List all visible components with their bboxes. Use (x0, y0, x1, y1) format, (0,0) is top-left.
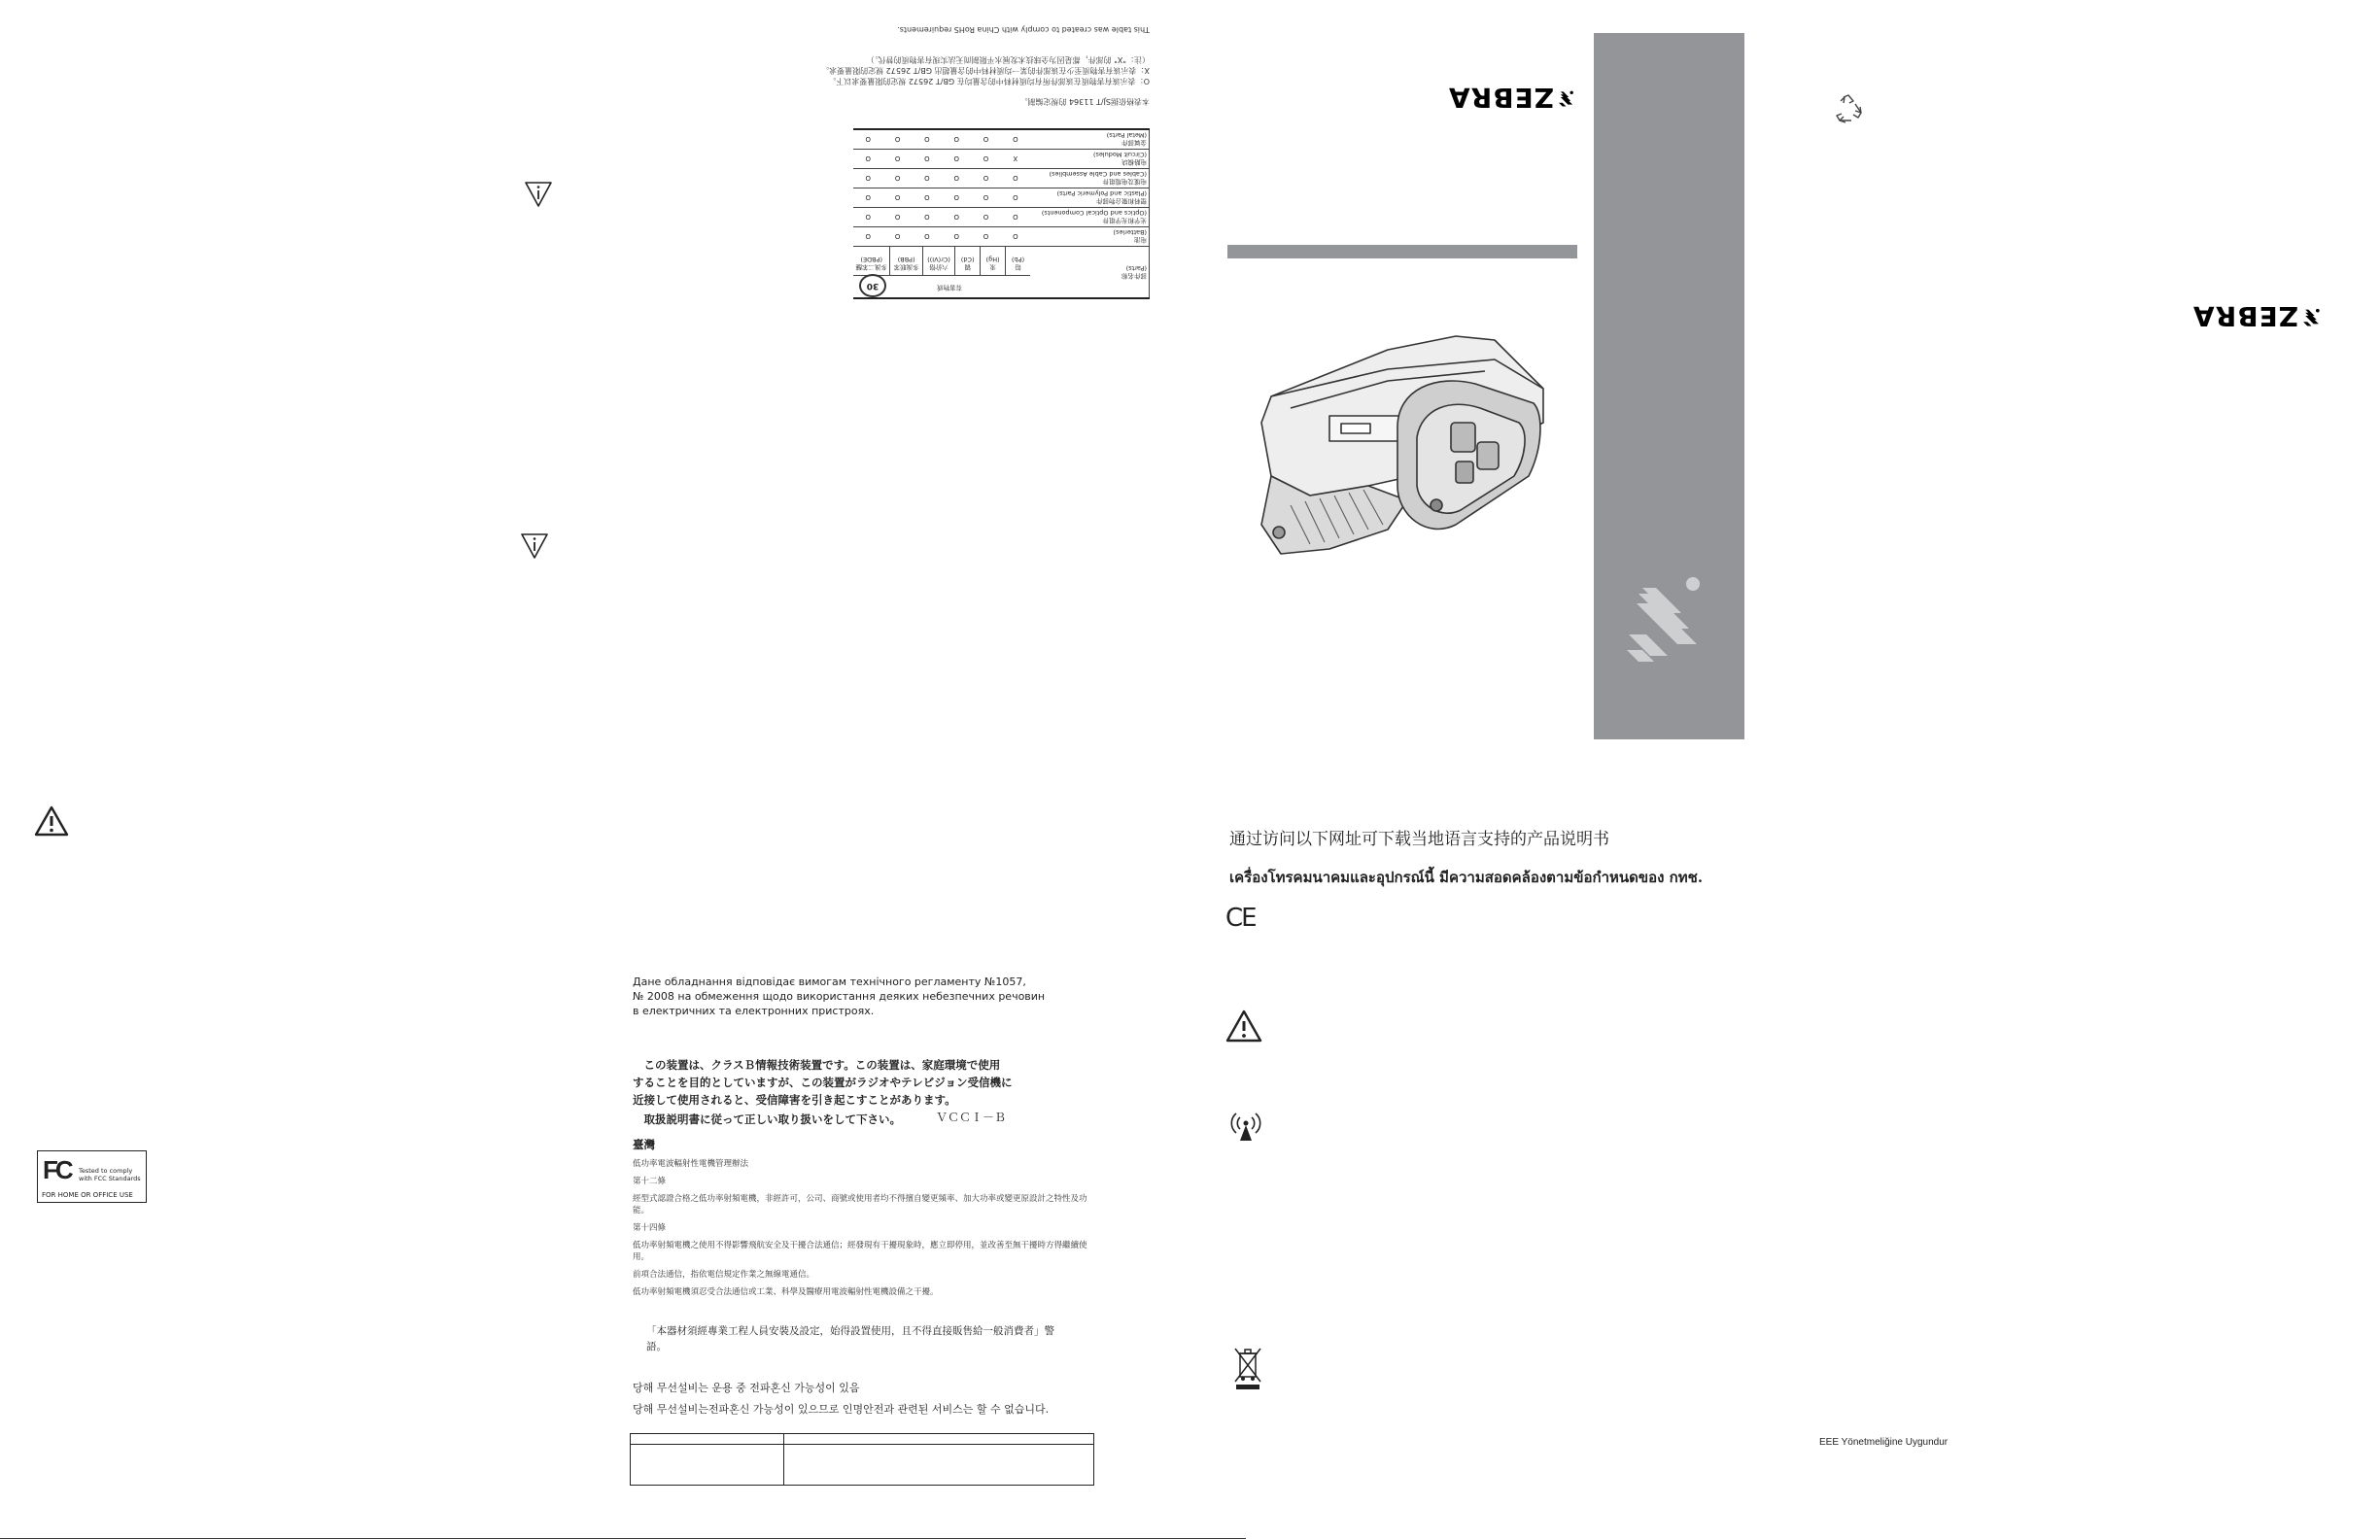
rohs-note: 本表格依据SJ/T 11364 的规定编制。 (1019, 97, 1150, 106)
fcc-tested-text: Tested to comply with FCC Standards (79, 1167, 141, 1182)
china-manual-download-text: 通过访问以下网址可下载当地语言支持的产品说明书 (1229, 830, 1609, 849)
rohs-cell: O (942, 169, 971, 188)
taiwan-line: 能。 (633, 1206, 650, 1215)
non-ionizing-radiation-icon (1226, 1110, 1265, 1143)
rohs-note: O：表示该有害物质在该部件所有均质材料中的含量均在 GB/T 26572 规定的限量要求以下。 (828, 77, 1150, 86)
rohs-cell: O (971, 188, 1000, 208)
rohs-cell: O (853, 188, 882, 208)
taiwan-line: 低功率射頻電機之使用不得影響飛航安全及干擾合法通信；經發現有干擾現象時，應立即停用，並改善至無干擾時方得繼續使 (633, 1241, 1087, 1250)
taiwan-install-line: 「本器材須經專業工程人員安裝及設定，始得設置使用，且不得直接販售給一般消費者」警 (646, 1325, 1054, 1337)
rohs-note: This table was created to comply with China RoHS requirements. (897, 25, 1150, 34)
fcc-logo-mark: FC (43, 1155, 71, 1184)
rohs-part-name: 光学和光学组件 (Optics and Optical Components) (1030, 208, 1150, 227)
rohs-cell: O (1001, 169, 1030, 188)
cover-gray-bar (1227, 245, 1577, 258)
rohs-cell: O (853, 169, 882, 188)
substance-header: 铅 (Pb) (1005, 247, 1030, 275)
rohs-cell: O (942, 227, 971, 247)
rohs-cell: O (882, 169, 912, 188)
rohs-cell: O (971, 227, 1000, 247)
rohs-parts-header: 部件名称 (Parts) (1030, 247, 1150, 299)
page-divider-line (0, 1538, 1246, 1539)
substance-header: 镉 (Cd) (954, 247, 980, 275)
rohs-cell: O (1001, 129, 1030, 150)
japan-vcci-statement (633, 1056, 1099, 1126)
warning-triangle-icon (34, 805, 69, 837)
fcc-usage-text: FOR HOME OR OFFICE USE (42, 1191, 133, 1199)
epup-30-icon: 30 (859, 274, 886, 297)
fcc-compliance-logo (37, 1150, 147, 1203)
rohs-table-row (853, 150, 1150, 169)
korea-line: 당해 무선설비는 운용 중 전파혼신 가능성이 있음 (633, 1382, 860, 1394)
info-triangle-icon (520, 532, 549, 560)
rohs-cell: O (882, 208, 912, 227)
rohs-cell: O (913, 129, 942, 150)
rohs-cell: O (942, 150, 971, 169)
rohs-cell: O (882, 129, 912, 150)
rohs-cell: X (1001, 150, 1030, 169)
taiwan-line: 低功率射頻電機須忍受合法通信或工業、科學及醫療用電波輻射性電機設備之干擾。 (633, 1287, 939, 1297)
rohs-cell: O (853, 129, 882, 150)
thailand-ntc-statement: เครื่องโทรคมนาคมและอุปกรณ์นี้ มีความสอดคล้องตามข้อกำหนดของ กทช. (1229, 869, 1704, 886)
taiwan-line: 第十二條 (633, 1177, 667, 1186)
rohs-table-row (853, 188, 1150, 208)
rohs-cell: O (913, 188, 942, 208)
ukraine-line: № 2008 на обмеження щодо використання деяких небезпечних речовин (633, 990, 1046, 1003)
rohs-cell: O (853, 150, 882, 169)
china-rohs-table (853, 128, 1150, 299)
rohs-cell: O (942, 208, 971, 227)
taiwan-ncc-statement (633, 1137, 1087, 1298)
rohs-cell: O (942, 188, 971, 208)
zebra-head-icon (1558, 79, 1574, 118)
rohs-cell: O (882, 188, 912, 208)
rohs-part-name: 电缆及电缆组件 (Cables and Cable Assemblies) (1030, 169, 1150, 188)
rohs-cell: O (942, 129, 971, 150)
rohs-table-row (853, 208, 1150, 227)
empty-table (630, 1433, 1094, 1486)
japan-line: することを目的としていますが、この装置がラジオやテレビジョン受信機に (633, 1076, 1013, 1089)
rohs-note: X：表示该有害物质至少在该部件的某一均质材料中的含量超出 GB/T 26572 规定的限量要求。 (821, 66, 1150, 75)
rohs-cell: O (971, 129, 1000, 150)
recycle-icon (1832, 93, 1865, 124)
korea-line: 당해 무선설비는전파혼신 가능성이 있으므로 인명안전과 관련된 서비스는 할 수 없습니다. (633, 1403, 1050, 1416)
rohs-part-name: 电池 (Batteries) (1030, 227, 1150, 247)
zebra-wordmark: ZEBRA (2192, 300, 2299, 333)
rohs-table-row (853, 169, 1150, 188)
rohs-table-row (853, 129, 1150, 150)
rohs-cell: O (853, 208, 882, 227)
japan-line: 取扱説明書に従って正しい取り扱いをして下さい。 (633, 1112, 901, 1126)
taiwan-line: 經型式認證合格之低功率射頻電機，非經許可，公司、商號或使用者均不得擅自變更頻率、加大功率或變更原設計之特性及功 (633, 1194, 1087, 1204)
substance-header: 汞 (Hg) (980, 247, 1005, 275)
zebra-wordmark: ZEBRA (1448, 82, 1555, 115)
china-rohs-section (821, 17, 1150, 299)
rohs-cell: O (882, 150, 912, 169)
japan-line: 近接して使用されると、受信障害を引き起こすことがあります。 (633, 1093, 956, 1107)
ukraine-line: в електричних та електронних пристроях. (633, 1005, 875, 1017)
rohs-part-name: 金属部件 (Metal Parts) (1030, 129, 1150, 150)
warning-triangle-icon (1225, 1010, 1262, 1043)
taiwan-line: 前項合法通信，指依電信規定作業之無線電通信。 (633, 1270, 815, 1280)
zebra-head-icon (2302, 297, 2321, 336)
cover-gray-band (1594, 33, 1744, 739)
taiwan-line: 用。 (633, 1252, 650, 1262)
rohs-cell: O (913, 227, 942, 247)
rohs-note: （注："X" 的部件，都是因为全球技术发展水平限制而无法实现有害物质的替代。） (866, 55, 1150, 64)
zebra-head-icon (1625, 563, 1707, 665)
rohs-part-name: 电路模块 (Circuit Modules) (1030, 150, 1150, 169)
taiwan-line: 低功率電波輻射性電機管理辦法 (633, 1159, 749, 1169)
korea-statement (633, 1378, 1049, 1420)
rohs-cell: O (913, 208, 942, 227)
turkey-eee-statement: EEE Yönetmeliğine Uygundur (1819, 1437, 1949, 1448)
rohs-table-header (853, 247, 1150, 299)
rohs-cell: O (971, 169, 1000, 188)
weee-crossed-bin-icon (1232, 1346, 1263, 1390)
rohs-part-name: 塑料和聚合物部件 (Plastic and Polymeric Parts) (1030, 188, 1150, 208)
ce-mark: CE (1225, 904, 1256, 933)
taiwan-title: 臺灣 (633, 1138, 655, 1151)
rohs-substances-title: 有害物质 (937, 284, 962, 291)
taiwan-install-line: 語。 (646, 1341, 667, 1352)
japan-line: この装置は、クラスＢ情報技術装置です。この装置は、家庭環境で使用 (633, 1058, 1001, 1072)
zebra-logo (2192, 294, 2321, 339)
ukraine-line: Дане обладнання відповідає вимогам технічного регламенту №1057, (633, 975, 1026, 988)
rohs-cell: O (882, 227, 912, 247)
taiwan-install-warning (646, 1323, 1054, 1354)
vcci-label: ＶＣＣＩ－Ｂ (936, 1111, 1007, 1124)
rohs-cell: O (971, 208, 1000, 227)
rohs-table-row (853, 227, 1150, 247)
scanner-product-image (1252, 330, 1555, 562)
rohs-cell: O (913, 169, 942, 188)
rohs-notes (821, 24, 1150, 107)
substance-header: 六价铬 (Cr(VI)) (922, 247, 954, 275)
rohs-cell: O (853, 227, 882, 247)
rohs-cell: O (971, 150, 1000, 169)
rohs-cell: O (913, 150, 942, 169)
taiwan-line: 第十四條 (633, 1223, 667, 1233)
ukraine-rohs-statement (633, 975, 1045, 1018)
substance-header: 多溴二苯醚 (PBDE) (855, 256, 887, 271)
substance-header: 多溴联苯 (PBB) (889, 247, 921, 275)
info-triangle-icon (524, 181, 553, 208)
rohs-cell: O (1001, 208, 1030, 227)
rohs-cell: O (1001, 188, 1030, 208)
rohs-cell: O (1001, 227, 1030, 247)
zebra-logo (1448, 76, 1574, 120)
